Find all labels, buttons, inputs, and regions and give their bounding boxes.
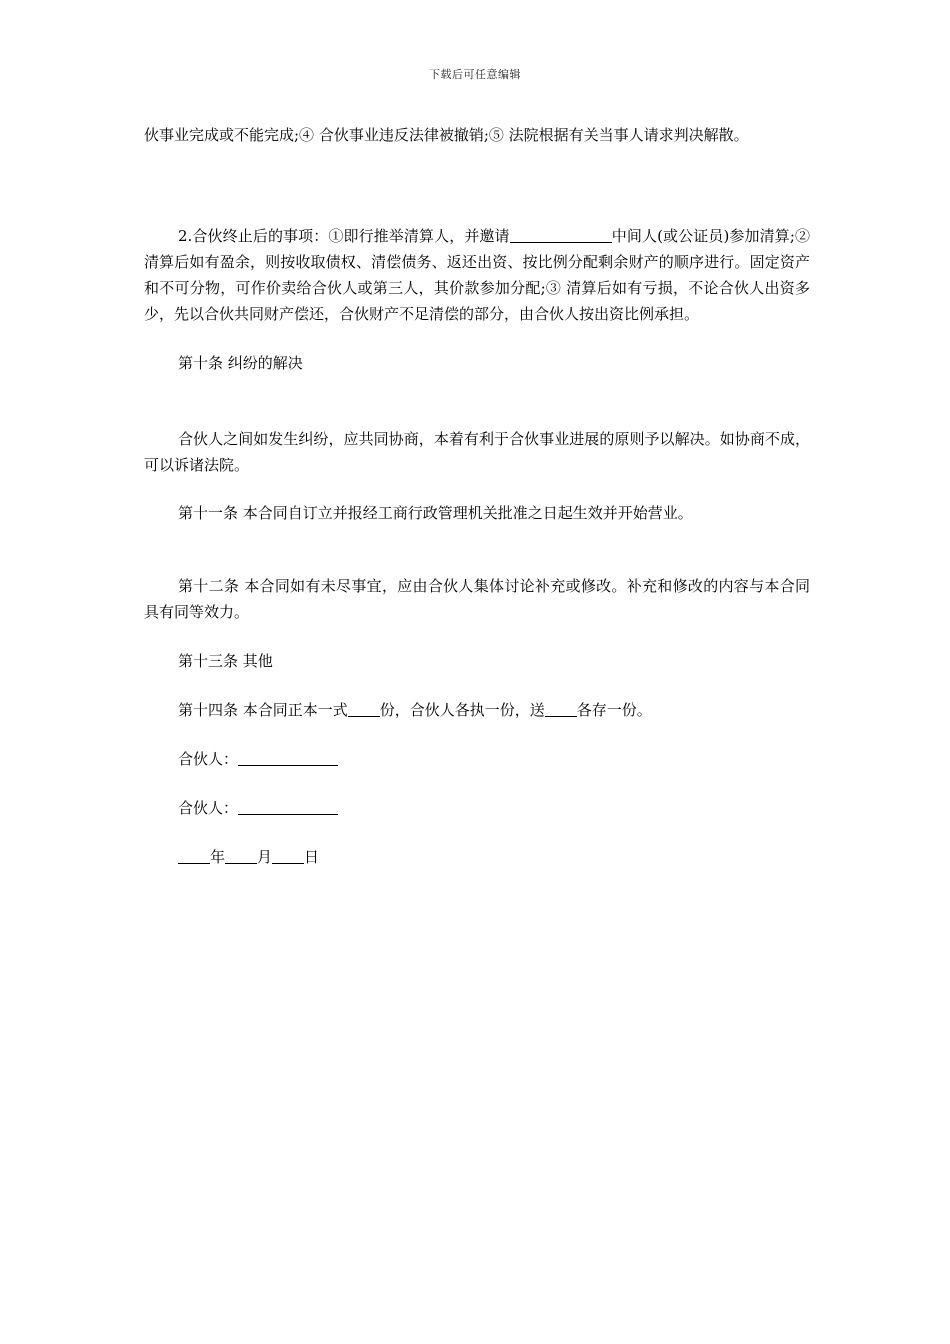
article-10-body: 合伙人之间如发生纠纷，应共同协商，本着有利于合伙事业进展的原则予以解决。如协商不成，可以诉诸法院。: [144, 430, 810, 474]
signature-line-2: [238, 796, 338, 815]
article-14-text-c: 各存一份。: [576, 701, 652, 719]
article-12: 第十二条 本合同如有未尽事宜，应由合伙人集体讨论补充或修改。补充和修改的内容与本合同具有同等效力。: [144, 577, 810, 621]
article-14-text-a: 第十四条 本合同正本一式: [178, 701, 348, 719]
date-year-label: 年: [210, 848, 226, 866]
blank-day: [272, 845, 304, 864]
date-day-label: 日: [304, 848, 320, 866]
document-body: [144, 120, 810, 870]
paragraph-post-termination: [144, 223, 810, 327]
article-14-text-b: 份，合伙人各执一份，送: [379, 701, 545, 719]
partner-label-2: 合伙人：: [178, 799, 239, 817]
article-11: 第十一条 本合同自订立并报经工商行政管理机关批准之日起生效并开始营业。: [178, 504, 693, 522]
blank-copies-count: [348, 698, 380, 717]
article-10-title: 第十条 纠纷的解决: [178, 354, 303, 372]
article-13: 第十三条 其他: [178, 652, 273, 670]
page-header: 下载后可任意编辑: [429, 68, 521, 81]
partner-signature-2: [144, 795, 810, 821]
paragraph-dissolution-conditions: 伙事业完成或不能完成;④ 合伙事业违反法律被撤销;⑤ 法院根据有关当事人请求判决解散。: [144, 126, 749, 144]
date-month-label: 月: [257, 848, 273, 866]
signature-line-1: [238, 747, 338, 766]
article-14: [144, 697, 810, 723]
blank-recipient: [545, 698, 577, 717]
blank-year: [178, 845, 210, 864]
post-termination-text-b: 中间人(或公证员)参加清算;② 清算后如有盈余，则按收取债权、清偿债务、返还出资、按比例分配剩余财产的顺序进行。固定资产和不可分物，可作价卖给合伙人或第三人，其价款参加分配;③ 清算后如有亏损，不论合伙人出资多少，先以合伙共同财产偿还，合伙财产不足清偿的部分，由合伙人按出资比例承担。: [144, 227, 810, 323]
blank-line-field: [510, 224, 612, 243]
partner-label-1: 合伙人：: [178, 750, 239, 768]
date-line: [144, 844, 810, 870]
partner-signature-1: [144, 746, 810, 772]
blank-month: [225, 845, 257, 864]
post-termination-text-a: 2.合伙终止后的事项：①即行推举清算人，并邀请: [178, 227, 510, 245]
